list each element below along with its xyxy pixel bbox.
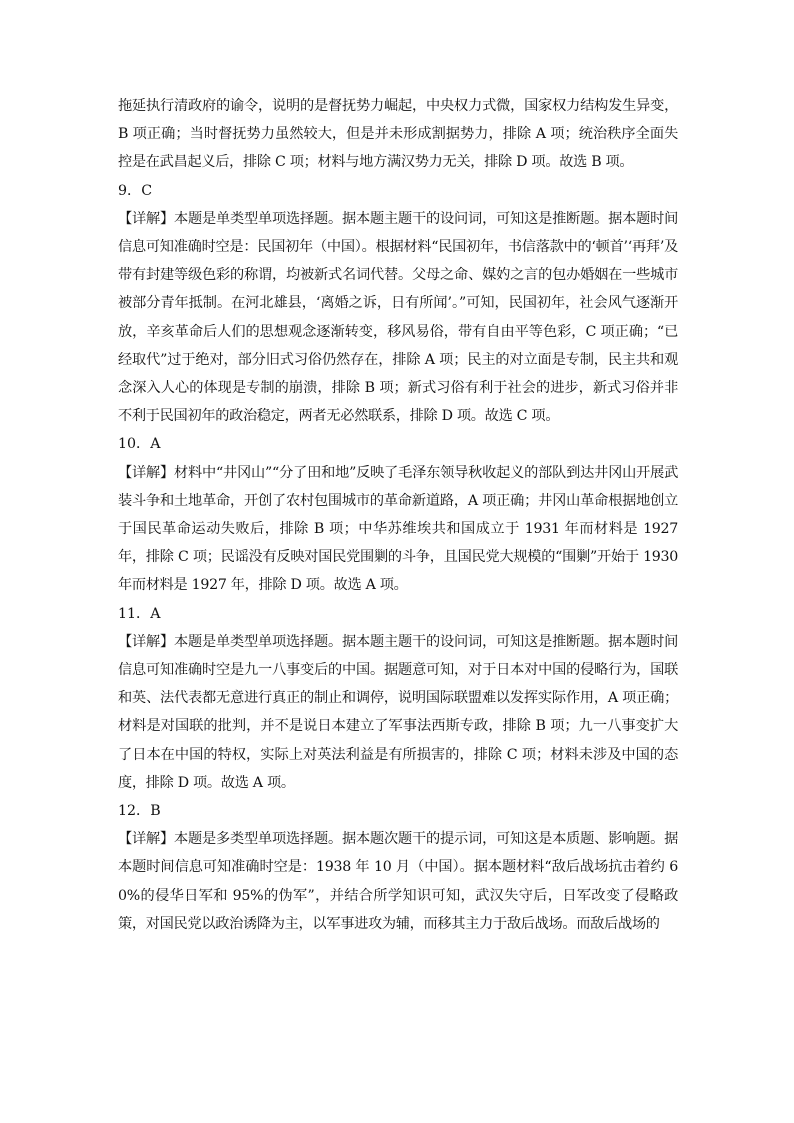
paragraph-9-explanation — [118, 205, 678, 431]
answer-explanations — [118, 92, 678, 938]
detail-tag: 【详解】 — [118, 831, 175, 848]
question-number-10: 10．A — [118, 436, 161, 453]
question-number-11: 11．A — [118, 605, 161, 622]
detail-tag: 【详解】 — [118, 464, 174, 481]
paragraph-10-explanation — [118, 459, 678, 600]
paragraph-12-explanation — [118, 825, 678, 938]
question-number-12: 12．B — [118, 803, 161, 820]
question-number-9: 9．C — [118, 182, 153, 199]
detail-tag: 【详解】 — [118, 633, 175, 650]
paragraph-text: 拖延执行清政府的谕令，说明的是督抚势力崛起，中央权力式微，国家权力结构发生异变，B 项正确；当时督抚势力虽然较大，但是并未形成割据势力，排除 A 项；统治秩序全面失控是在武昌起义后，排除 C 项；材料与地方满汉势力无关，排除 D 项。故选 B 项。 — [118, 98, 678, 171]
paragraph-text: 本题是单类型单项选择题。据本题主题干的设问词，可知这是推断题。据本题时间信息可知准确时空是：民国初年（中国）。根据材料“民国初年，书信落款中的‘顿首’‘再拜’及带有封建等级色彩的称谓，均被新式名词代替。父母之命、媒妁之言的包办婚姻在一些城市被部分青年抵制。在河北雄县，‘离婚之诉，日有所闻’。”可知，民国初年，社会风气逐渐开放，辛亥革命后人们的思想观念逐渐转变，移风易俗，带有自由平等色彩，C 项正确；“已经取代”过于绝对，部分旧式习俗仍然存在，排除 A 项；民主的对立面是专制，民主共和观念深入人心的体现是专制的崩溃，排除 B 项；新式习俗有利于社会的进步，新式习俗并非不利于民国初年的政治稳定，两者无必然联系，排除 D 项。故选 C 项。 — [118, 210, 678, 425]
paragraph-8-continuation — [118, 92, 678, 177]
paragraph-text: 材料中“井冈山”“分了田和地”反映了毛泽东领导秋收起义的部队到达井冈山开展武装斗争和土地革命，开创了农村包围城市的革命新道路，A 项正确；井冈山革命根据地创立于国民革命运动失败后，排除 B 项；中华苏维埃共和国成立于 1931 年而材料是 1927 年，排除 C 项；民谣没有反映对国民党围剿的斗争，且国民党大规模的“围剿”开始于 1930 年而材料是 1927 年，排除 D 项。故选 A 项。 — [118, 464, 678, 594]
paragraph-11-explanation — [118, 628, 678, 797]
paragraph-text: 本题是多类型单项选择题。据本题次题干的提示词，可知这是本质题、影响题。据本题时间信息可知准确时空是：1938 年 10 月（中国）。据本题材料“敌后战场抗击着约 60%的侵华日军和 95%的伪军”，并结合所学知识可知，武汉失守后，日军改变了侵略政策，对国民党以政治诱降为主，以军事进攻为辅，而移其主力于敌后战场。而敌后战场的 — [118, 831, 678, 932]
paragraph-text: 本题是单类型单项选择题。据本题主题干的设问词，可知这是推断题。据本题时间信息可知准确时空是九一八事变后的中国。据题意可知，对于日本对中国的侵略行为，国联和英、法代表都无意进行真正的制止和调停，说明国际联盟难以发挥实际作用，A 项正确；材料是对国联的批判，并不是说日本建立了军事法西斯专政，排除 B 项；九一八事变扩大了日本在中国的特权，实际上对英法利益是有所损害的，排除 C 项；材料未涉及中国的态度，排除 D 项。故选 A 项。 — [118, 633, 678, 791]
detail-tag: 【详解】 — [118, 210, 175, 227]
